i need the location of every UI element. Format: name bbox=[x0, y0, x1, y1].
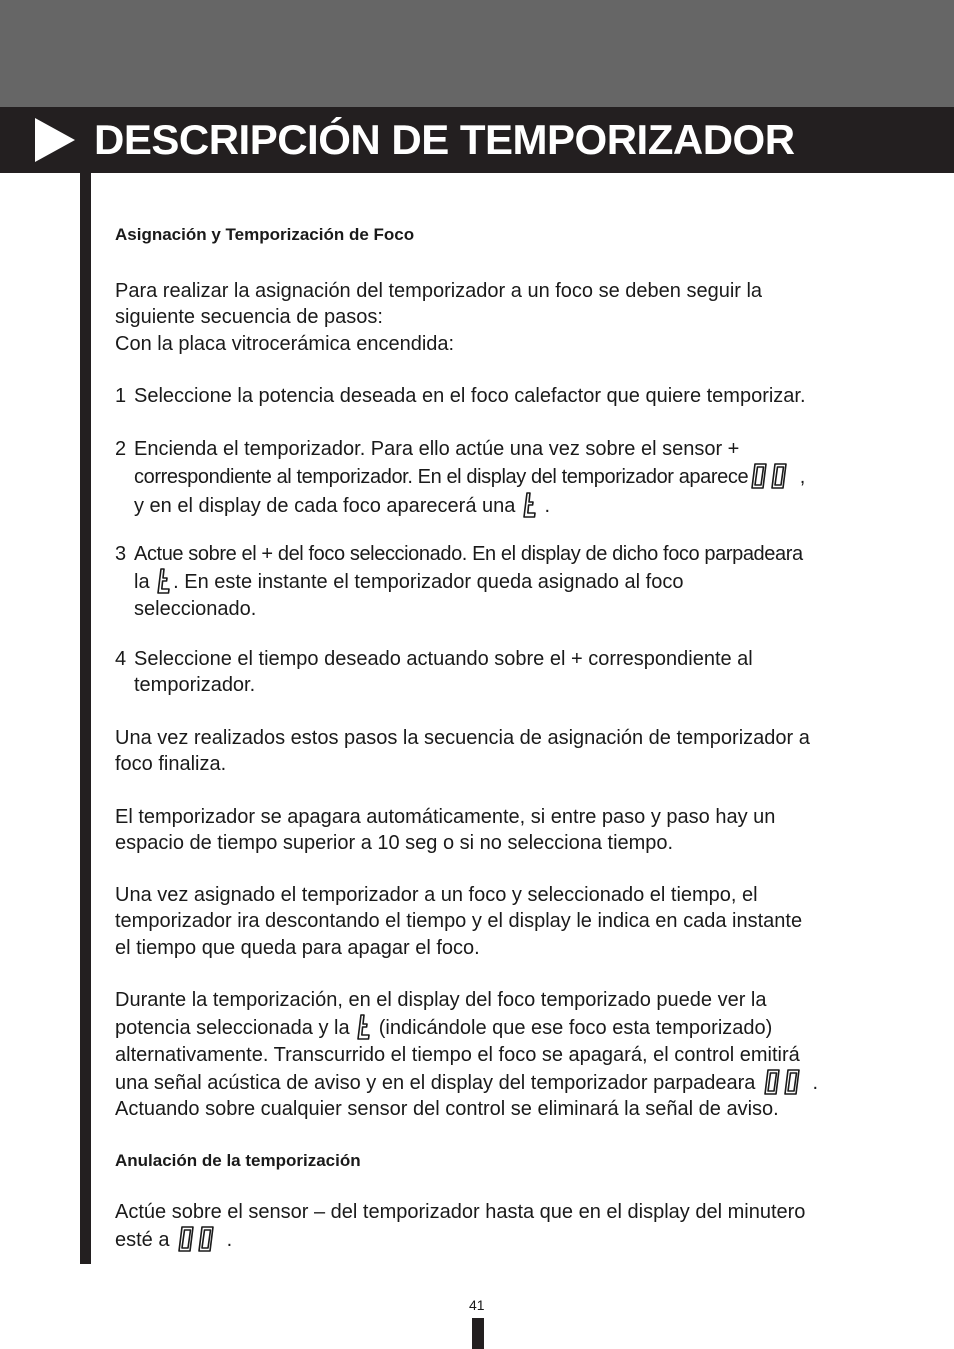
play-arrow-icon bbox=[35, 118, 75, 162]
page-number: 41 bbox=[469, 1297, 485, 1313]
step-3: 3 Actue sobre el + del foco seleccionado. En el display de dicho foco parpadeara la . En este instante el temporizador queda asignado al foco seleccionado. bbox=[115, 543, 803, 620]
double-zero-display-icon bbox=[175, 1225, 221, 1253]
timer-t-display-icon bbox=[155, 567, 173, 595]
paragraph-auto-off: El temporizador se apagara automáticamente, si entre paso y paso hay un espacio de tiempo superior a 10 seg o si no selecciona tiempo. bbox=[115, 806, 776, 855]
paragraph-countdown: Una vez asignado el temporizador a un foco y seleccionado el tiempo, el temporizador ira descontando el tiempo y el display le indica en cada instante el tiempo que queda para apagar el foco. bbox=[115, 884, 803, 959]
step-number: 3 bbox=[115, 543, 127, 565]
step-number: 2 bbox=[115, 438, 127, 460]
header-gray-band bbox=[0, 0, 954, 107]
double-zero-display-icon bbox=[761, 1068, 807, 1096]
step-number: 4 bbox=[115, 648, 127, 670]
title-bar bbox=[0, 107, 954, 173]
paragraph-cancel: Actúe sobre el sensor – del temporizador hasta que en el display del minutero esté a . bbox=[115, 1201, 806, 1252]
step-2: 2 Encienda el temporizador. Para ello actúe una vez sobre el sensor + correspondiente al temporizador. En el display del temporizador aparece , y en el display de cada foco aparecerá una . bbox=[115, 438, 806, 517]
section-heading-assignment: Asignación y Temporización de Foco bbox=[115, 225, 415, 244]
timer-t-display-icon bbox=[355, 1013, 373, 1041]
section-heading-cancel: Anulación de la temporización bbox=[115, 1151, 361, 1170]
page-tab-marker bbox=[472, 1318, 484, 1349]
paragraph-sequence-end: Una vez realizados estos pasos la secuencia de asignación de temporizador a foco finaliza. bbox=[115, 727, 810, 776]
paragraph-during-timing: Durante la temporización, en el display del foco temporizado puede ver la potencia seleccionada y la (indicándole que ese foco esta temporizado) alternativamente. Transcurrido el tiempo el foco se apagará, el control emitirá una señal acústica de aviso y en el display del temporizador parpadeara . Actuando sobre cualquier sensor del control se eliminará la señal de aviso. bbox=[115, 989, 819, 1121]
page-title: DESCRIPCIÓN DE TEMPORIZADOR bbox=[94, 116, 795, 163]
left-margin-bar bbox=[80, 173, 91, 1264]
step-4: 4 Seleccione el tiempo deseado actuando sobre el + correspondiente al temporizador. bbox=[115, 648, 753, 697]
timer-t-display-icon bbox=[521, 491, 539, 519]
step-number: 1 bbox=[115, 385, 127, 407]
intro-paragraph: Para realizar la asignación del temporizador a un foco se deben seguir la siguiente secuencia de pasos: Con la placa vitrocerámica encendida: bbox=[115, 280, 763, 355]
double-zero-display-icon bbox=[748, 462, 794, 490]
step-1: 1 Seleccione la potencia deseada en el foco calefactor que quiere temporizar. bbox=[115, 383, 806, 409]
